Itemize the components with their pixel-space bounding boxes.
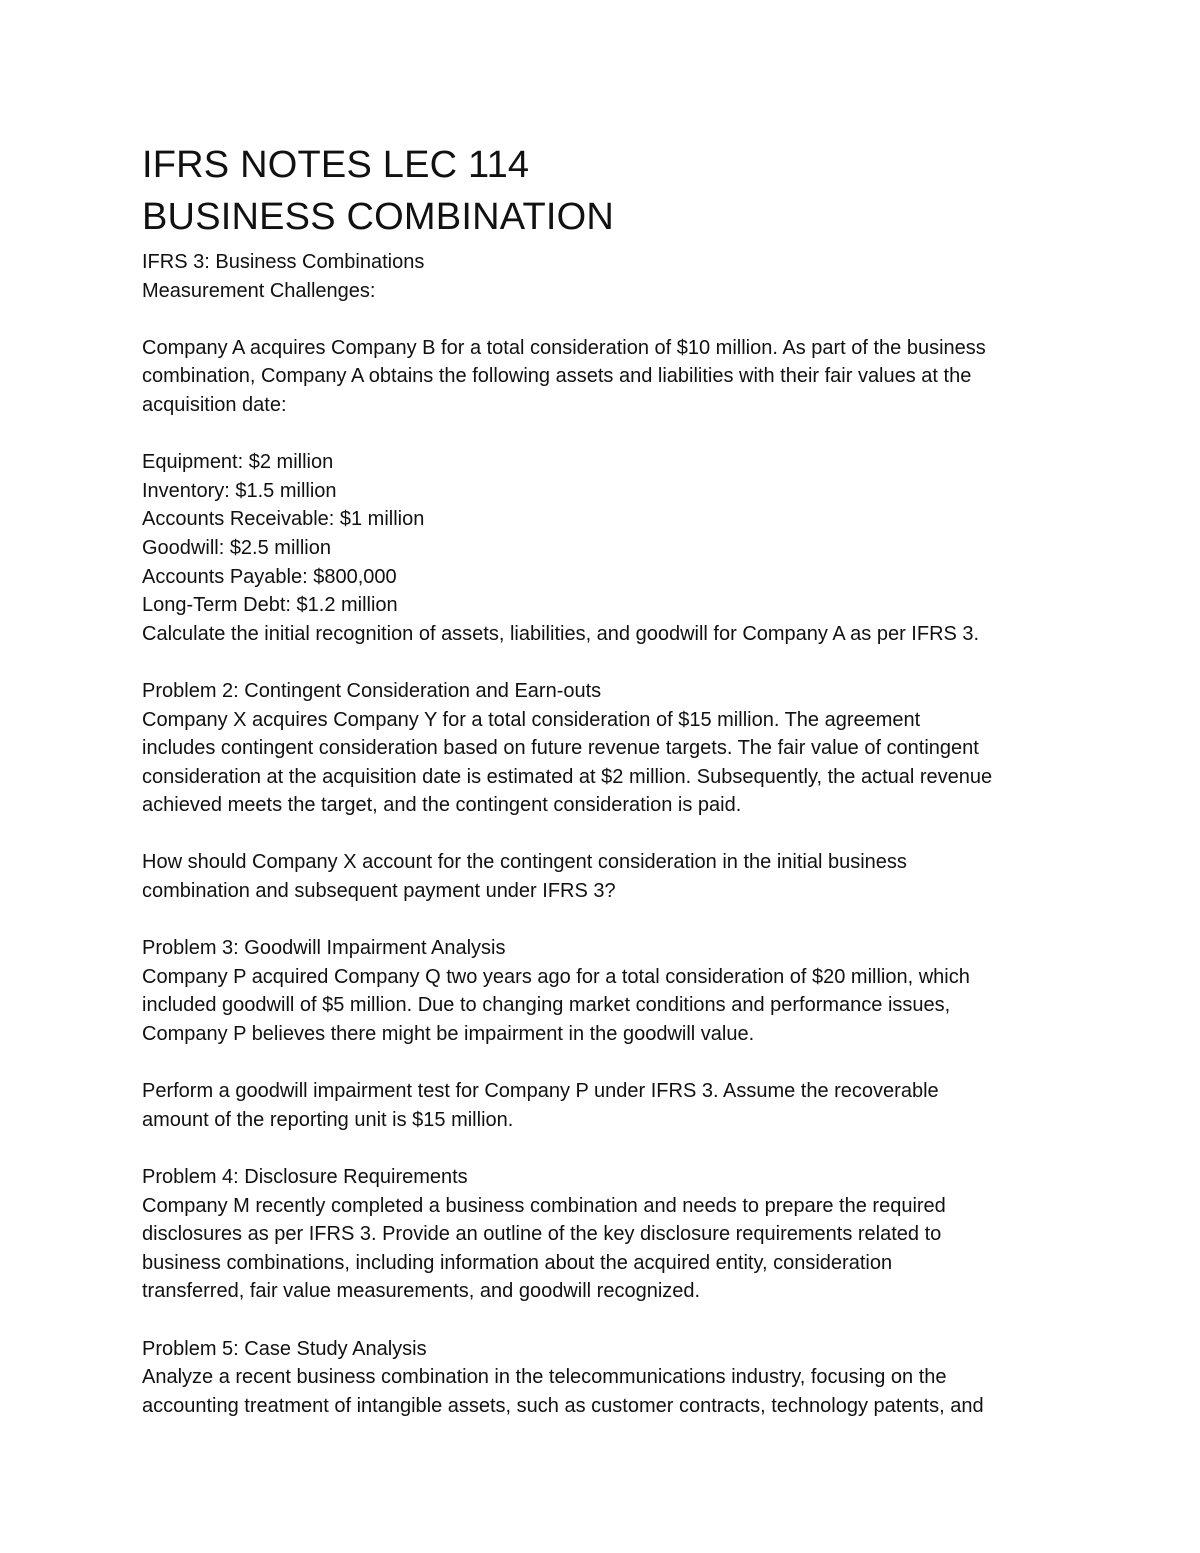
problem-1-item: Inventory: $1.5 million: [142, 479, 337, 502]
problem-4-heading: Problem 4: Disclosure Requirements: [142, 1166, 468, 1188]
problem-1-item: Goodwill: $2.5 million: [142, 536, 331, 559]
problem-5-heading: Problem 5: Case Study Analysis: [142, 1337, 427, 1360]
problem-4-body-line: disclosures as per IFRS 3. Provide an outline of the key disclosure requirements related to: [142, 1223, 942, 1246]
problem-1-item: Equipment: $2 million: [142, 451, 334, 474]
problem-1-intro-line: Company A acquires Company B for a total consideration of $10 million. As part of the business: [142, 336, 986, 359]
spacer: [142, 648, 1072, 677]
problem-3: [142, 934, 1072, 1134]
problem-3-body-line: included goodwill of $5 million. Due to changing market conditions and performance issues,: [142, 994, 951, 1017]
document-title-line-1: IFRS NOTES LEC 114: [142, 144, 530, 186]
subtitle: IFRS 3: Business Combinations: [142, 251, 425, 273]
problem-2: [142, 677, 1072, 906]
problem-1-intro-line: acquisition date:: [142, 393, 287, 416]
problem-1-intro-line: combination, Company A obtains the following assets and liabilities with their fair values at the: [142, 365, 972, 388]
problem-2-body-line: achieved meets the target, and the contingent consideration is paid.: [142, 794, 742, 817]
spacer: [142, 305, 1072, 334]
problem-2-body-line: consideration at the acquisition date is estimated at $2 million. Subsequently, the actual revenue: [142, 765, 993, 788]
problem-2-question-line: combination and subsequent payment under IFRS 3?: [142, 880, 616, 903]
problem-4-body-line: transferred, fair value measurements, and goodwill recognized.: [142, 1280, 701, 1303]
problem-1: [142, 334, 1072, 649]
problem-3-heading: Problem 3: Goodwill Impairment Analysis: [142, 937, 506, 960]
spacer: [142, 1306, 1072, 1335]
problem-3-question-line: amount of the reporting unit is $15 million.: [142, 1108, 514, 1131]
problem-3-body-line: Company P acquired Company Q two years ago for a total consideration of $20 million, which: [142, 965, 970, 988]
problem-2-heading: Problem 2: Contingent Consideration and Earn-outs: [142, 679, 602, 702]
problem-5-body-line: Analyze a recent business combination in the telecommunications industry, focusing on the: [142, 1366, 947, 1389]
spacer: [142, 1134, 1072, 1163]
problem-4-body-line: Company M recently completed a business combination and needs to prepare the required: [142, 1194, 946, 1217]
problem-1-question: Calculate the initial recognition of assets, liabilities, and goodwill for Company A as per IFRS 3.: [142, 622, 980, 645]
section-label: Measurement Challenges:: [142, 279, 376, 302]
document-page: [142, 140, 1072, 1420]
spacer: [142, 906, 1072, 935]
problem-3-question-line: Perform a goodwill impairment test for Company P under IFRS 3. Assume the recoverable: [142, 1080, 939, 1103]
problem-4: [142, 1163, 1072, 1306]
problem-5-body-line: accounting treatment of intangible assets, such as customer contracts, technology patents, and: [142, 1394, 984, 1417]
intro-block: [142, 248, 1072, 305]
spacer: [142, 1049, 1072, 1078]
problem-4-body-line: business combinations, including information about the acquired entity, consideration: [142, 1251, 893, 1274]
problem-2-body-line: includes contingent consideration based on future revenue targets. The fair value of contingent: [142, 737, 979, 760]
spacer: [142, 420, 1072, 449]
document-title-line-2: BUSINESS COMBINATION: [142, 196, 615, 238]
problem-2-body-line: Company X acquires Company Y for a total consideration of $15 million. The agreement: [142, 708, 921, 731]
problem-5: [142, 1335, 1072, 1421]
problem-1-item: Accounts Receivable: $1 million: [142, 508, 425, 531]
spacer: [142, 820, 1072, 849]
problem-3-body-line: Company P believes there might be impairment in the goodwill value.: [142, 1023, 755, 1046]
problem-1-item: Long-Term Debt: $1.2 million: [142, 594, 398, 617]
problem-2-question-line: How should Company X account for the contingent consideration in the initial business: [142, 851, 907, 874]
problem-1-item: Accounts Payable: $800,000: [142, 565, 397, 588]
